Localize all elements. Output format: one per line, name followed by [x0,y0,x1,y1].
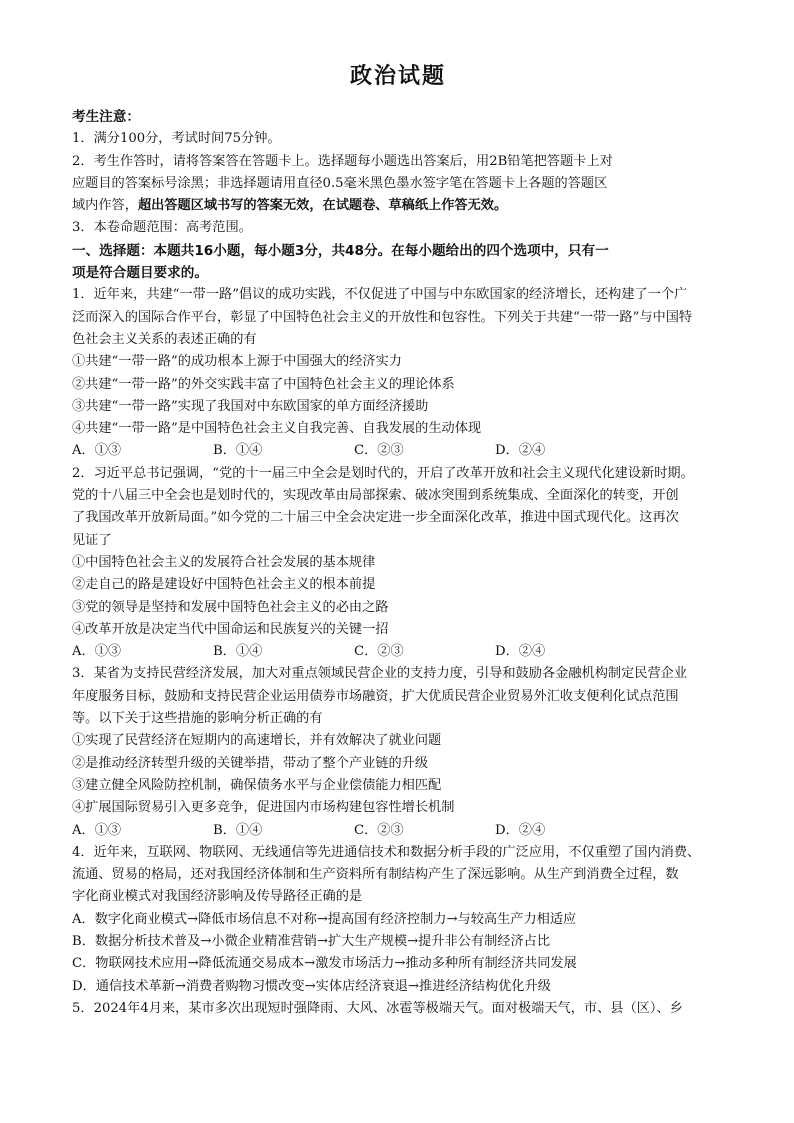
q3-option-b: B．①④ [213,822,263,838]
q4-stem-line: 流通、贸易的格局，还对我国经济体制和生产资料所有制结构产生了深远影响。从生产到消费全过程，数 [72,867,679,883]
q2-stem-line: 见证了 [72,532,112,548]
question-4 [72,842,724,998]
q1-item: ②共建“一带一路”的外交实践丰富了中国特色社会主义的理论体系 [72,376,455,392]
q2-item: ①中国特色社会主义的发展符合社会发展的基本规律 [72,554,376,570]
q3-item: ②是推动经济转型升级的关键举措，带动了整个产业链的升级 [72,755,429,771]
q1-option-a: A．①③ [72,443,122,459]
q4-option-c: C．物联网技术应用→降低流通交易成本→激发市场活力→推动多种所有制经济共同发展 [72,956,577,972]
question-2 [72,463,724,664]
notice-item-2-bold: 超出答题区域书写的答案无效，在试题卷、草稿纸上作答无效。 [137,198,508,214]
q3-item: ③建立健全风险防控机制，确保债务水平与企业偿债能力相匹配 [72,777,442,793]
q5-stem-line: 5．2024年4月来，某市多次出现短时强降雨、大风、冰雹等极端天气。面对极端天气，市、县（区）、乡 [72,1000,683,1016]
q1-option-b: B．①④ [213,443,263,459]
q2-option-c: C．②③ [354,644,404,660]
section-heading-line-2: 项是符合题目要求的。 [72,265,208,282]
q3-option-a: A．①③ [72,822,122,838]
notice-item-2-line-1: 2．考生作答时，请将答案答在答题卡上。选择题每小题选出答案后，用2B铅笔把答题卡上对 [72,153,613,169]
q4-stem-line: 4．近年来，互联网、物联网、无线通信等先进通信技术和数据分析手段的广泛应用，不仅重塑了国内消费、 [72,844,701,860]
q3-options [72,820,724,842]
notice-item-3: 3．本卷命题范围：高考范围。 [72,220,252,236]
section-heading-line-1: 一、选择题：本题共16小题，每小题3分，共48分。在每小题给出的四个选项中，只有一 [72,242,609,259]
q1-stem-line: 1．近年来，共建“一带一路”倡议的成功实践，不仅促进了中国与中东欧国家的经济增长，还构建了一个广 [72,287,688,303]
q2-option-b: B．①④ [213,644,263,660]
q2-item: ④改革开放是决定当代中国命运和民族复兴的关键一招 [72,621,389,637]
notice-item-2-plain: 域内作答， [72,198,138,214]
q3-item: ①实现了民营经济在短期内的高速增长，并有效解决了就业问题 [72,733,442,749]
q2-stem-line: 党的十八届三中全会也是划时代的，实现改革由局部探索、破冰突围到系统集成、全面深化的转变，开创 [72,488,679,504]
q1-option-d: D．②④ [495,443,546,459]
q3-stem-line: 3．某省为支持民营经济发展，加大对重点领域民营企业的支持力度，引导和鼓励各金融机构制定民营企业 [72,666,688,682]
q1-option-c: C．②③ [354,443,404,459]
q3-stem-line: 等。以下关于这些措施的影响分析正确的有 [72,711,323,727]
q4-option-a: A．数字化商业模式→降低市场信息不对称→提高国有经济控制力→与较高生产力相适应 [72,911,577,927]
question-5 [72,998,724,1020]
q1-item: ①共建“一带一路”的成功根本上源于中国强大的经济实力 [72,354,402,370]
q2-item: ②走自己的路是建设好中国特色社会主义的根本前提 [72,577,376,593]
q1-item: ③共建“一带一路”实现了我国对中东欧国家的单方面经济援助 [72,398,429,414]
q3-item: ④扩展国际贸易引入更多竞争，促进国内市场构建包容性增长机制 [72,800,455,816]
q4-stem-line: 字化商业模式对我国经济影响及传导路径正确的是 [72,889,363,905]
page-title: 政治试题 [349,64,446,89]
q2-stem-line: 了我国改革开放新局面。”如今党的二十届三中全会决定进一步全面深化改革，推进中国式现代化。这再次 [72,510,679,526]
q3-option-d: D．②④ [495,822,546,838]
notice-item-2-line-3 [72,195,724,217]
q4-option-d: D．通信技术革新→消费者购物习惯改变→实体店经济衰退→推进经济结构优化升级 [72,978,551,994]
q1-item: ④共建“一带一路”是中国特色社会主义自我完善、自我发展的生动体现 [72,421,482,437]
q2-option-d: D．②④ [495,644,546,660]
q2-options [72,641,724,663]
q3-option-c: C．②③ [354,822,404,838]
q4-option-b: B．数据分析技术普及→小微企业精准营销→扩大生产规模→提升非公有制经济占比 [72,933,551,949]
q3-stem-line: 年度服务目标，鼓励和支持民营企业运用债券市场融资，扩大优质民营企业贸易外汇收支便利化试点范围 [72,688,679,704]
q1-stem-line: 色社会主义关系的表述正确的有 [72,331,257,347]
q1-options [72,440,724,462]
q2-option-a: A．①③ [72,644,122,660]
notice-heading: 考生注意： [72,109,140,125]
q2-item: ③党的领导是坚持和发展中国特色社会主义的必由之路 [72,599,389,615]
exam-page [72,62,724,1020]
notice-item-2-line-2: 应题目的答案标号涂黑；非选择题请用直径0.5毫米黑色墨水签字笔在答题卡上各题的答题区 [72,175,608,191]
q1-stem-line: 泛而深入的国际合作平台，彰显了中国特色社会主义的开放性和包容性。下列关于共建“一带一路”与中国特 [72,309,693,325]
question-3 [72,663,724,841]
question-1 [72,284,724,462]
notice-item-1: 1．满分100分，考试时间75分钟。 [72,131,281,147]
q2-stem-line: 2．习近平总书记强调，“党的十一届三中全会是划时代的，开启了改革开放和社会主义现代化建设新时期。 [72,465,694,481]
